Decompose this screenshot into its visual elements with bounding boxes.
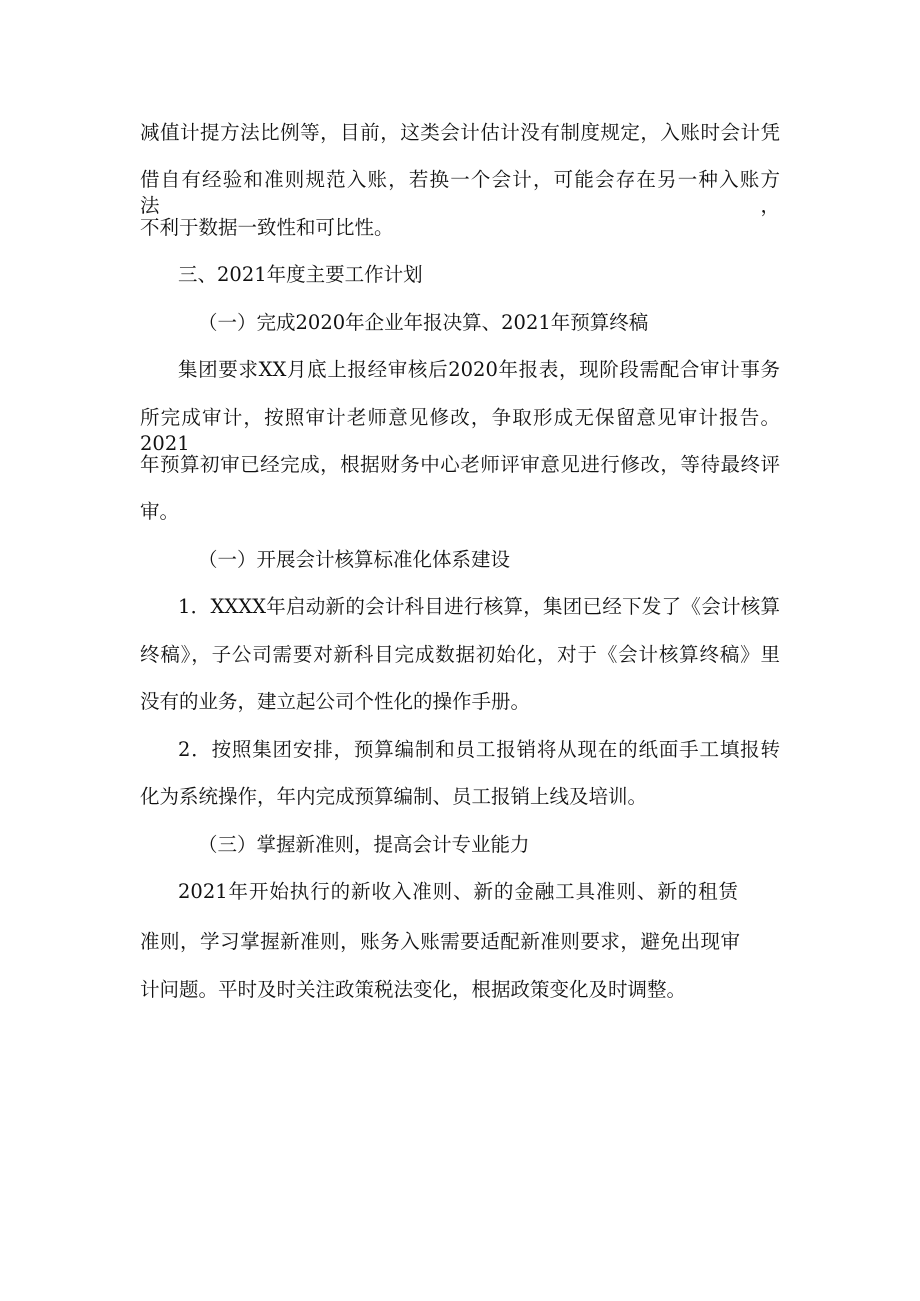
list-item-line: 化为系统操作，年内完成预算编制、员工报销上线及培训。 [140, 785, 648, 808]
list-item-line: 1．XXXX年启动新的会计科目进行核算，集团已经下发了《会计核算 [178, 595, 780, 618]
subsection-heading: （一）开展会计核算标准化体系建设 [198, 548, 511, 571]
paragraph-line: 借自有经验和准则规范入账，若换一个会计，可能会存在另一种入账方法， [140, 168, 780, 217]
subsection-heading: （三）掌握新准则，提高会计专业能力 [198, 833, 530, 856]
paragraph-line: 集团要求XX月底上报经审核后2020年报表，现阶段需配合审计事务 [178, 358, 780, 381]
paragraph-line: 年预算初审已经完成，根据财务中心老师评审意见进行修改，等待最终评 [140, 453, 780, 476]
paragraph-line: 不利于数据一致性和可比性。 [140, 216, 394, 239]
subsection-heading: （一）完成2020年企业年报决算、2021年预算终稿 [198, 311, 649, 334]
paragraph-line: 审。 [140, 500, 180, 523]
paragraph-line: 准则，学习掌握新准则，账务入账需要适配新准则要求，避免出现审 [140, 930, 740, 953]
paragraph-line: 减值计提方法比例等，目前，这类会计估计没有制度规定，入账时会计凭 [140, 121, 780, 144]
list-item-line: 终稿》，子公司需要对新科目完成数据初始化，对于《会计核算终稿》里 [140, 643, 780, 666]
list-item-line: 2．按照集团安排，预算编制和员工报销将从现在的纸面手工填报转 [178, 738, 780, 761]
paragraph-line: 2021年开始执行的新收入准则、新的金融工具准则、新的租赁 [178, 880, 738, 903]
paragraph-line: 计问题。平时及时关注政策税法变化，根据政策变化及时调整。 [140, 978, 687, 1001]
paragraph-line: 所完成审计，按照审计老师意见修改，争取形成无保留意见审计报告。2021 [140, 406, 780, 455]
list-item-line: 没有的业务，建立起公司个性化的操作手册。 [140, 690, 531, 713]
section-heading: 三、2021年度主要工作计划 [178, 263, 423, 286]
